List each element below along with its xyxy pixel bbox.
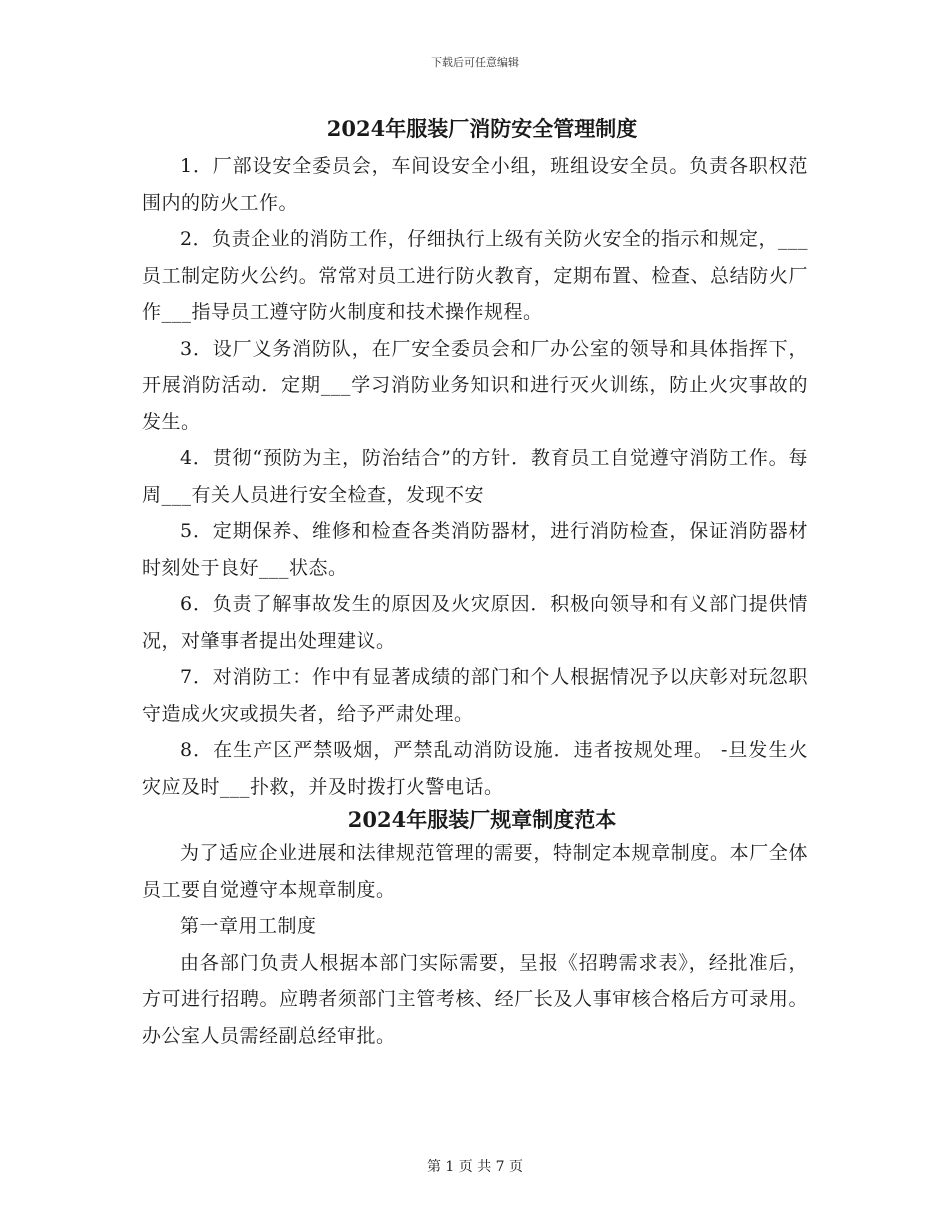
fire-safety-item-8: 8．在生产区严禁吸烟，严禁乱动消防设施．违者按规处理。 -旦发生火灾应及时___扑救，并及时拨打火警电话。: [142, 739, 808, 798]
fire-safety-item-7: 7．对消防工：作中有显著成绩的部门和个人根据情况予以庆彰对玩忽职守造成火灾或损失者，给予严肃处理。: [142, 666, 808, 725]
page-header-note: 下载后可任意编辑: [431, 56, 519, 69]
page-number-footer: 第 1 页 共 7 页: [426, 1159, 524, 1175]
fire-safety-item-4: 4．贯彻“预防为主，防治结合”的方针．教育员工自觉遵守消防工作。每周___有关人员进行安全检查，发现不安: [142, 447, 808, 506]
chapter-heading-employment: 第一章用工制度: [180, 915, 317, 937]
fire-safety-item-5: 5．定期保养、维修和检查各类消防器材，进行消防检查，保证消防器材时刻处于良好___状态。: [142, 520, 808, 579]
document-title-regulations: 2024年服装厂规章制度范本: [347, 807, 617, 832]
document-title-fire-safety: 2024年服装厂消防安全管理制度: [326, 116, 638, 141]
fire-safety-item-3: 3．设厂义务消防队，在厂安全委员会和厂办公室的领导和具体指挥下，开展消防活动．定期___学习消防业务知识和进行灭火训练，防止火灾事故的发生。: [142, 337, 808, 433]
fire-safety-item-1: 1．厂部设安全委员会，车间设安全小组，班组设安全员。负责各职权范围内的防火工作。: [142, 155, 808, 214]
document-body: [142, 112, 808, 1054]
regulations-intro-paragraph: 为了适应企业进展和法律规范管理的需要，特制定本规章制度。本厂全体员工要自觉遵守本规章制度。: [142, 842, 808, 901]
fire-safety-item-6: 6．负责了解事故发生的原因及火灾原因．积极向领导和有义部门提供情况，对肇事者提出处理建议。: [142, 593, 808, 652]
fire-safety-item-2: 2．负责企业的消防工作，仔细执行上级有关防火安全的指示和规定，___员工制定防火公约。常常对员工进行防火教育，定期布置、检查、总结防火厂作___指导员工遵守防火制度和技术操作规程。: [142, 228, 808, 323]
hiring-paragraph: 由各部门负责人根据本部门实际需要，呈报《招聘需求表》，经批准后，方可进行招聘。应聘者须部门主管考核、经厂长及人事审核合格后方可录用。办公室人员需经副总经审批。: [142, 951, 808, 1047]
